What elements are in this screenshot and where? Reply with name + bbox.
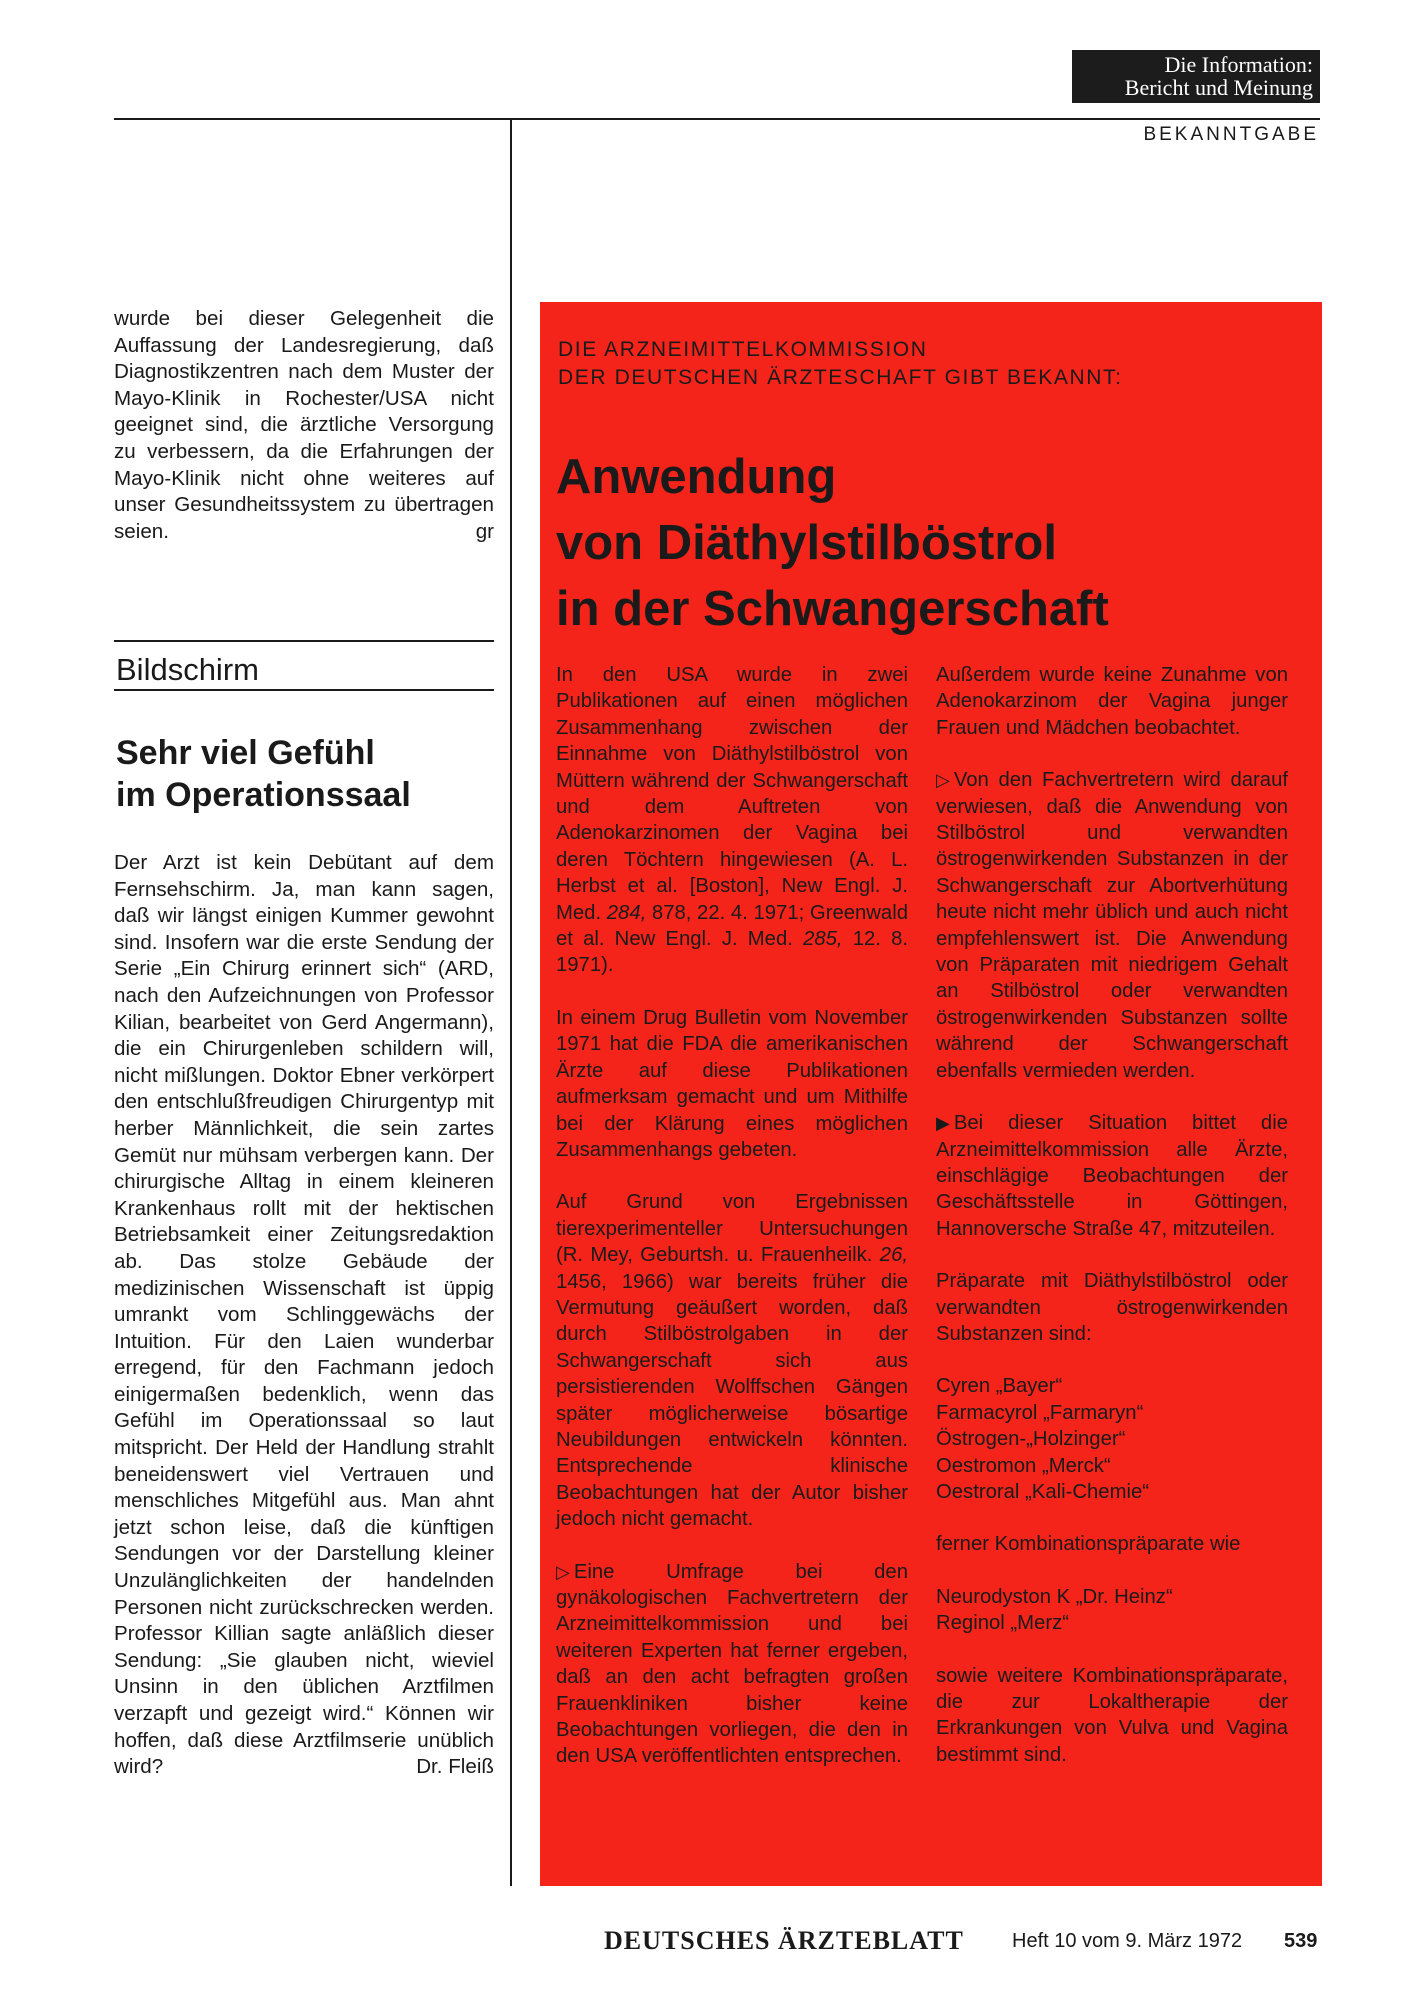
paragraph: Außerdem wurde keine Zunahme von Adenokarzinom der Vagina junger Frauen und Mädchen beobachtet. [936,664,1288,739]
paragraph-text: 1456, 1966) war bereits früher die Vermutung geäußert worden, daß durch Stilböstrolgaben in der Schwangerschaft sich aus persistierenden Wolffschen Gängen später möglicherweise bösartige Neubildungen entwickeln könnten. Entsprechende klinische Beobachtungen hat der Autor bisher jedoch nicht gemacht. [556,1270,908,1531]
announcement-column-1 [556,662,908,1796]
journal-name: DEUTSCHES ÄRZTEBLATT [604,1926,964,1955]
paragraph: In einem Drug Bulletin vom November 1971 hat die FDA die amerikanischen Ärzte auf diese Publikationen aufmerksam gemacht und um Mithilfe bei der Klärung eines möglichen Zusammenhangs gebeten. [556,1006,908,1161]
volume-number: 285, [803,928,843,951]
headline-line1: Anwendung [556,450,837,504]
volume-number: 284, [606,901,647,924]
intro-paragraph [114,306,494,545]
intro-text: wurde bei dieser Gelegenheit die Auffassung der Landesregierung, daß Diagnostikzentren nach dem Muster der Mayo-Klinik in Rochester/USA nicht geeignet sind, die ärztliche Versorgung zu verbessern, da die Erfahrungen der Mayo-Klinik nicht ohne weiteres auf unser Gesundheitssystem zu übertragen seien. [114,307,494,543]
page-number: 539 [1284,1930,1318,1952]
paragraph-text: 12. 8. 1971). [556,928,909,977]
section-tag-line2: Bericht und Meinung [1124,75,1313,100]
kicker-line1: DIE ARZNEIMITTELKOMMISSION [558,338,928,361]
article-title-line2: im Operationssaal [116,776,411,814]
paragraph-text: Von den Fachvertretern wird darauf verwiesen, daß die Anwendung von Stilböstrol und verwandten östrogenwirkenden Substanzen in der Schwangerschaft zur Abortverhütung heute nicht mehr üblich und auch nicht empfehlenswert ist. Die Anwendung von Präparaten mit niedrigem Gehalt an Stilböstrol oder verwandten östrogenwirkenden Substanzen sollte während der Schwangerschaft ebenfalls vermieden werden. [936,769,1288,1082]
headline-line2: von Diäthylstilböstrol [556,516,1057,570]
list-item: Reginol „Merz“ [936,1612,1069,1635]
header-rule [114,118,1320,120]
paragraph-text: 878, 22. 4. 1971; Greenwald et al. New Engl. J. Med. [556,901,908,951]
list-item: Oestroral „Kali-Chemie“ [936,1480,1150,1503]
list-item: Oestromon „Merck“ [936,1454,1111,1477]
paragraph [556,1559,908,1770]
outline-triangle-icon: ▷ [556,1561,570,1582]
paragraph-text: Auf Grund von Ergebnissen tierexperimenteller Untersuchungen (R. Mey, Geburtsh. u. Frauenheilk. [556,1191,908,1267]
review-signature: Dr. Fleiß [416,1755,494,1779]
article-title [116,732,496,816]
rubric-label: BEKANNTGABE [1143,124,1319,145]
review-paragraph [114,850,494,1781]
paragraph: sowie weitere Kombinationspräparate, die zur Lokaltherapie der Erkrankungen von Vulva und Vagina bestimmt sind. [936,1664,1288,1766]
paragraph-text: Eine Umfrage bei den gynäkologischen Fachvertretern der Arzneimittelkommission und bei weiteren Experten hat ferner ergeben, daß an den acht befragten großen Frauenkliniken bisher keine Beobachtungen vorliegen, die den in den USA veröffentlichten entsprechen. [556,1560,908,1768]
column-divider [510,118,512,1886]
paragraph-text: Bei dieser Situation bittet die Arzneimittelkommission alle Ärzte, einschlägige Beobachtungen der Geschäftsstelle in Göttingen, Hannoversche Straße 47, mitzuteilen. [936,1112,1288,1240]
list-item: Cyren „Bayer“ [936,1375,1063,1398]
list-item: Farmacyrol „Farmaryn“ [936,1401,1144,1424]
announcement-headline [556,444,1296,642]
list-item: Neurodyston K „Dr. Heinz“ [936,1585,1173,1608]
paragraph [556,662,908,979]
volume-number: 26, [879,1244,908,1267]
paragraph-text: In den USA wurde in zwei Publikationen auf einen möglichen Zusammenhang zwischen der Einnahme von Diäthylstilböstrol von Müttern während der Schwangerschaft und dem Auftreten von Adenokarzinomen der Vagina bei deren Töchtern hingewiesen (A. L. Herbst et al. [Boston], New Engl. J. Med. [556,664,908,924]
outline-triangle-icon: ▷ [936,770,950,791]
paragraph [936,1110,1288,1242]
issue-info: Heft 10 vom 9. März 1972 [1012,1930,1243,1952]
paragraph: Präparate mit Diäthylstilböstrol oder verwandten östrogenwirkenden Substanzen sind: [936,1270,1288,1345]
headline-line3: in der Schwangerschaft [556,582,1109,636]
solid-triangle-icon: ▶ [936,1113,950,1134]
preparation-list [936,1373,1288,1505]
rubric-rule-bottom [114,689,494,691]
announcement-column-2 [936,662,1288,1794]
review-text: Der Arzt ist kein Debütant auf dem Fernsehschirm. Ja, man kann sagen, daß wir längst einigen Kummer gewohnt sind. Insofern war die erste Sendung der Serie „Ein Chirurg erinnert sich“ (ARD, nach den Aufzeichnungen von Professor Kilian, bearbeitet von Gerd Angermann), die ein Chirurgenleben schildern will, nicht mißlungen. Doktor Ebner verkörpert den entschlußfreudigen Chirurgentyp mit herber Männlichkeit, die sein zartes Gemüt nur mühsam verbergen kann. Der chirurgische Alltag in einem kleineren Krankenhaus rollt mit der hektischen Betriebsamkeit einer Zeitungsredaktion ab. Das stolze Gebäude der medizinischen Wissenschaft ist üppig umrankt vom Schlinggewächs der Intuition. Für den Laien wunderbar erregend, für den Fachmann jedoch einigermaßen bedenklich, wenn das Gefühl im Operationssaal so laut mitspricht. Der Held der Handlung strahlt beneidenswert viel Vertrauen und menschliches Mitgefühl aus. Man ahnt jetzt schon leise, daß die künftigen Sendungen vor der Darstellung kleiner Unzulänglichkeiten der handelnden Personen nicht zurückschrecken werden. Professor Killian sagte anläßlich dieser Sendung: „Sie glauben nicht, wieviel Unsinn in den üblichen Arztfilmen verzapft und gezeigt wird.“ Können wir hoffen, daß diese Arztfilmserie unüblich wird? [114,851,494,1779]
rubric-rule-top [114,640,494,642]
bildschirm-rubric: Bildschirm [116,652,259,687]
intro-signature: gr [475,519,494,543]
section-tag-line1: Die Information: [1164,52,1313,77]
article-title-line1: Sehr viel Gefühl [116,734,375,772]
combination-list [936,1584,1288,1637]
kicker-line2: DER DEUTSCHEN ÄRZTESCHAFT GIBT BEKANNT: [558,366,1123,389]
paragraph [556,1189,908,1532]
paragraph [936,767,1288,1084]
announcement-kicker [558,336,1298,392]
paragraph: ferner Kombinationspräparate wie [936,1533,1241,1556]
list-item: Östrogen-„Holzinger“ [936,1428,1126,1451]
section-tag [1072,50,1320,103]
